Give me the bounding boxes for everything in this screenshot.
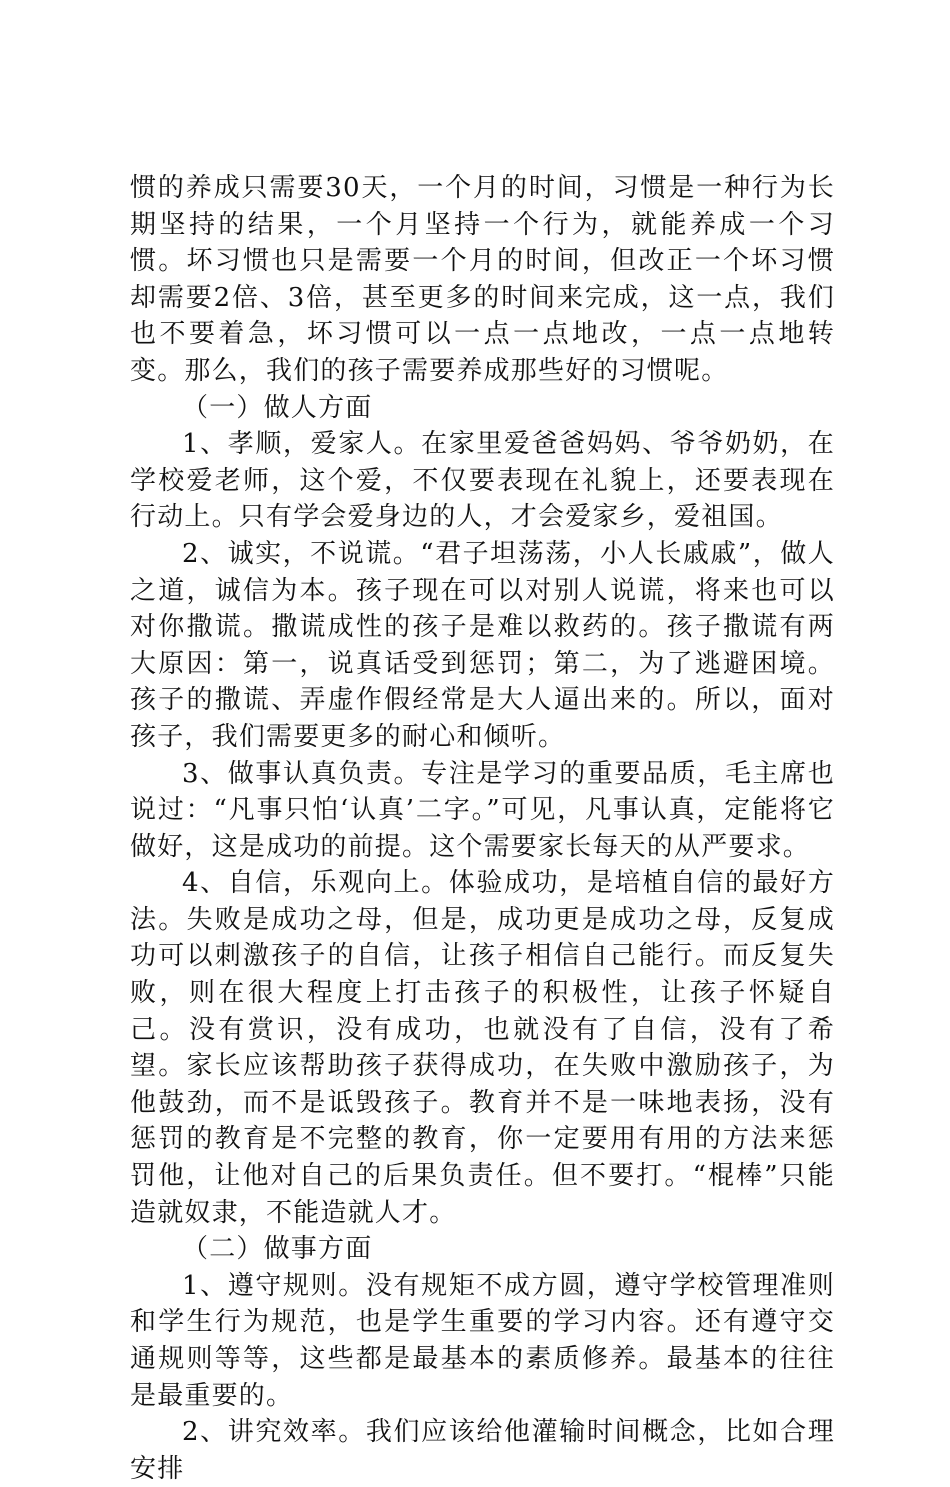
paragraph-filial-piety: 1、孝顺，爱家人。在家里爱爸爸妈妈、爷爷奶奶，在学校爱老师，这个爱，不仅要表现在礼貌上，还要表现在行动上。只有学会爱身边的人，才会爱家乡，爱祖国。 — [130, 429, 835, 533]
intro-paragraph: 惯的养成只需要30天，一个月的时间，习惯是一种行为长期坚持的结果，一个月坚持一个行为，就能养成一个习惯。坏习惯也只是需要一个月的时间，但改正一个坏习惯却需要2倍、3倍，甚至更多的时间来完成，这一点，我们也不要着急，坏习惯可以一点一点地改，一点一点地转变。那么，我们的孩子需要养成那些好的习惯呢。 — [130, 173, 835, 386]
section-heading-conduct: （一）做人方面 — [182, 392, 373, 423]
paragraph-rules: 1、遵守规则。没有规矩不成方圆，遵守学校管理准则和学生行为规范，也是学生重要的学习内容。还有遵守交通规则等等，这些都是最基本的素质修养。最基本的往往是最重要的。 — [130, 1270, 835, 1411]
paragraph-honesty: 2、诚实，不说谎。“君子坦荡荡，小人长戚戚”，做人之道，诚信为本。孩子现在可以对别人说谎，将来也可以对你撒谎。撒谎成性的孩子是难以救药的。孩子撒谎有两大原因：第一，说真话受到惩罚；第二，为了逃避困境。孩子的撒谎、弄虚作假经常是大人逼出来的。所以，面对孩子，我们需要更多的耐心和倾听。 — [130, 538, 835, 752]
paragraph-efficiency: 2、讲究效率。我们应该给他灌输时间概念，比如合理安排 — [130, 1417, 835, 1484]
section-heading-work: （二）做事方面 — [182, 1234, 373, 1265]
document-body — [130, 170, 835, 1487]
paragraph-responsibility: 3、做事认真负责。专注是学习的重要品质，毛主席也说过：“凡事只怕‘认真’二字。”可见，凡事认真，定能将它做好，这是成功的前提。这个需要家长每天的从严要求。 — [130, 758, 835, 862]
paragraph-confidence: 4、自信，乐观向上。体验成功，是培植自信的最好方法。失败是成功之母，但是，成功更是成功之母，反复成功可以刺激孩子的自信，让孩子相信自己能行。而反复失败，则在很大程度上打击孩子的积极性，让孩子怀疑自己。没有赏识，没有成功，也就没有了自信，没有了希望。家长应该帮助孩子获得成功，在失败中激励孩子，为他鼓劲，而不是诋毁孩子。教育并不是一味地表扬，没有惩罚的教育是不完整的教育，你一定要用有用的方法来惩罚他，让他对自己的后果负责任。但不要打。“棍棒”只能造就奴隶，不能造就人才。 — [130, 868, 835, 1228]
